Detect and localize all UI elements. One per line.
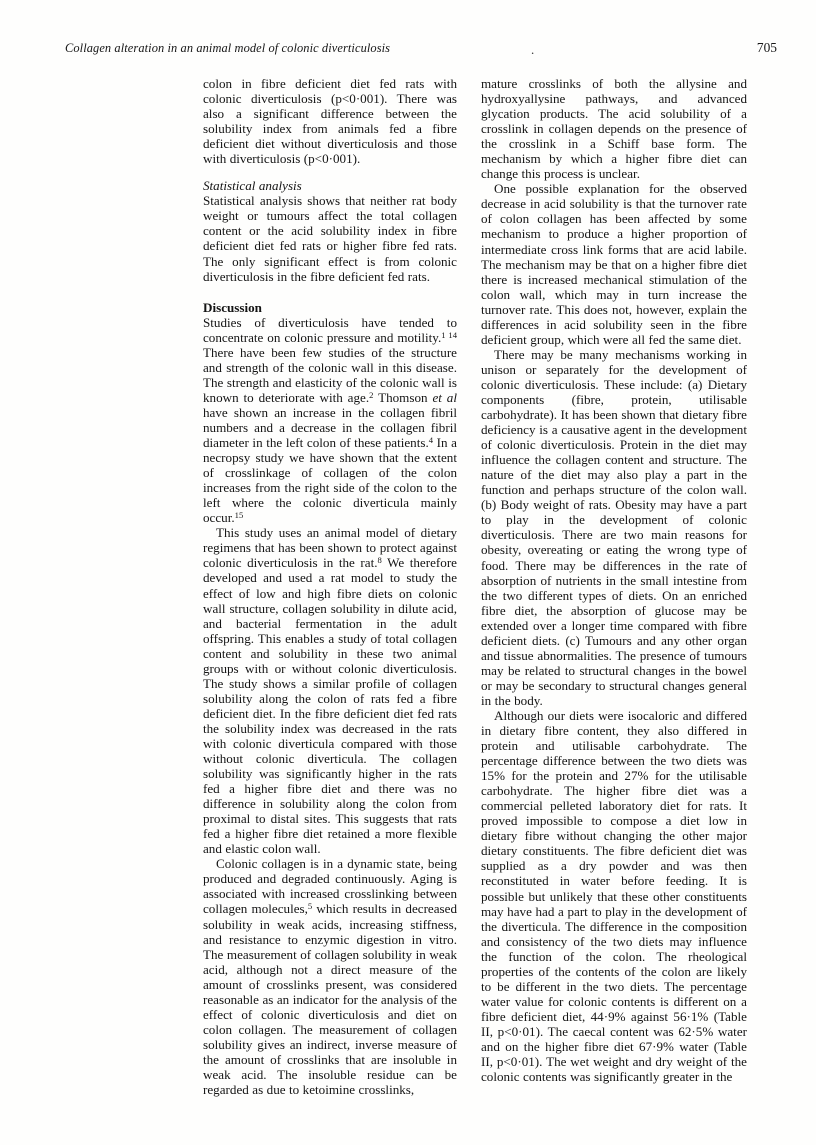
text-run: This study uses an animal model of dietary regimens that has been shown to protect against colonic diverticulosis in the rat.	[203, 525, 457, 571]
text-run: We therefore developed and used a rat model to study the effect of low and high fibre diets on colonic wall structure, collagen solubility in dilute acid, and bacterial fermentation in the adult offspring. This enables a study of total collagen content and solubility in these two animal groups with or without colonic diverticulosis. The study shows a similar profile of collagen solubility along the colon of rats fed a fibre deficient diet. In the fibre deficient diet fed rats the solubility index was decreased in the rats with colonic diverticula compared with those without colonic diverticula. The collagen solubility was significantly higher in the rats fed a higher fibre diet and there was no difference in solubility along the colon from proximal to distal sites. This suggests that rats fed a higher fibre diet retained a more flexible and elastic colon wall.	[203, 555, 457, 857]
reference-superscript: 1 14	[441, 329, 457, 340]
reference-superscript: 8	[377, 555, 382, 566]
section-heading	[203, 300, 457, 315]
reference-superscript: 15	[234, 510, 244, 521]
text-run: have shown an increase in the collagen fibril numbers and a decrease in the collagen fibril diameter in the left colon of these patients.	[203, 404, 457, 451]
page-number: 705	[756, 40, 777, 55]
text-run: There have been few studies of the structure and strength of the colonic wall in this disease. The strength and elasticity of the colonic wall is known to deteriorate with age.	[203, 344, 457, 405]
paragraph	[203, 315, 457, 526]
text-run: Studies of diverticulosis have tended to concentrate on colonic pressure and motility.	[203, 314, 457, 345]
paragraph	[203, 525, 457, 856]
text-run: There may be many mechanisms working in unison or separately for the development of colonic diverticulosis. These include: (a) Dietary components (fibre, protein, utilisable carbohydrate). It has been shown that dietary fibre deficiency is a causative agent in the development of colonic diverticulosis. Protein in the diet may influence the collagen content and structure. The nature of the diet may also play a part in the function and perhaps structure of the colon wall. (b) Body weight of rats. Obesity may have a part to play in the development of colonic diverticulosis. There are two main reasons for obesity, overeating or eating the wrong type of food. There may be differences in the rate of absorption of nutrients in the small intestine from the two different types of diets. On an enriched fibre diet, the absorption of glucose may be extended over a longer time compared with fibre deficient diets. (c) Tumours and any other organ and tissue abnormalities. The presence of tumours may be related to structural changes in the bowel or may be secondary to structural changes general in the body.	[481, 346, 747, 708]
page-header	[65, 40, 777, 56]
stray-mark: .	[531, 42, 535, 57]
text-run: Although our diets were isocaloric and differed in dietary fibre content, they also differed in protein and utilisable carbohydrate. The percentage difference between the two diets was 15% for the protein and 27% for the utilisable carbohydrate. The higher fibre diet was a commercial pelleted laboratory diet for rats. It proved impossible to compose a diet low in dietary fibre without changing the other major dietary constituents. The fibre deficient diet was supplied as a dry powder and was then reconstituted in water before feeding. It is possible but unlikely that these other constituents may have had a part to play in the development of the diverticula. The difference in the composition and consistency of the two diets may influence the function of the colon. The rheological properties of the contents of the colon are likely to be different in the two diets. The percentage water value for colonic contents is different on a fibre deficient diet, 44·9% against 56·1% (Table II, p<0·01). The caecal content was 62·5% water and on the higher fibre diet 67·9% water (Table II, p<0·01). The wet weight and dry weight of the colonic contents was significantly greater in the	[481, 707, 747, 1085]
section-heading	[203, 178, 457, 193]
text-run: Colonic collagen is in a dynamic state, being produced and degraded continuously. Aging is associated with increased crosslinking between collagen molecules,	[203, 856, 457, 917]
right-column	[481, 76, 747, 1084]
paragraph	[481, 76, 747, 181]
reference-superscript: 5	[307, 901, 313, 912]
running-title: Collagen alteration in an animal model of colonic diverticulosis	[65, 41, 391, 55]
paragraph	[203, 193, 457, 283]
text-run: mature crosslinks of both the allysine and hydroxyallysine pathways, and advanced glycation products. The acid solubility of a crosslink in collagen depends on the presence of the crosslink in a Schiff base form. The mechanism by which a higher fibre diet can change this process is unclear.	[481, 76, 747, 182]
text-run: et al	[432, 389, 457, 405]
reference-superscript: 4	[428, 435, 434, 446]
left-column	[203, 76, 457, 1097]
paragraph	[203, 856, 457, 1097]
paragraph	[481, 181, 747, 347]
text-run: Statistical analysis	[203, 178, 302, 194]
paragraph	[481, 347, 747, 708]
text-run: which results in decreased solubility in weak acids, increasing stiffness, and resistance to enzymic digestion in vitro. The measurement of collagen solubility in weak acid, although not a direct measure of the amount of crosslinks present, was considered reasonable as an indicator for the analysis of the effect of colonic diverticulosis and diet on colon collagen. The measurement of collagen solubility gives an indirect, inverse measure of the amount of crosslinks that are insoluble in weak acid. The insoluble residue can be regarded as due to ketoimine crosslinks,	[203, 901, 458, 1098]
paragraph	[203, 76, 457, 166]
text-run: Statistical analysis shows that neither rat body weight or tumours affect the total collagen content or the acid solubility index in fibre deficient diet fed rats or higher fibre fed rats. The only significant effect is from colonic diverticulosis in the fibre deficient fed rats.	[203, 193, 457, 284]
paragraph	[481, 708, 747, 1084]
text-run: One possible explanation for the observed decrease in acid solubility is that the turnover rate of colon collagen has been affected by some mechanism to produce a higher proportion of intermediate cross link forms that are acid labile. The mechanism may be that on a higher fibre diet there is increased mechanical stimulation of the colon wall, which may in turn increase the turnover rate. This does not, however, explain the differences in acid solubility seen in the fibre deficient group, which were all fed the same diet.	[481, 181, 747, 347]
text-run: In a necropsy study we have shown that the extent of crosslinkage of collagen of the colon increases from the right side of the colon to the left where the colonic diverticula mainly occur.	[203, 435, 457, 526]
text-run: Thomson	[373, 389, 433, 405]
text-run: colon in fibre deficient diet fed rats with colonic diverticulosis (p<0·001). There was also a significant difference between the solubility index from animals fed a fibre deficient diet without diverticulosis and those with diverticulosis (p<0·001).	[203, 76, 457, 167]
text-run: Discussion	[203, 299, 262, 315]
reference-superscript: 2	[369, 389, 374, 400]
